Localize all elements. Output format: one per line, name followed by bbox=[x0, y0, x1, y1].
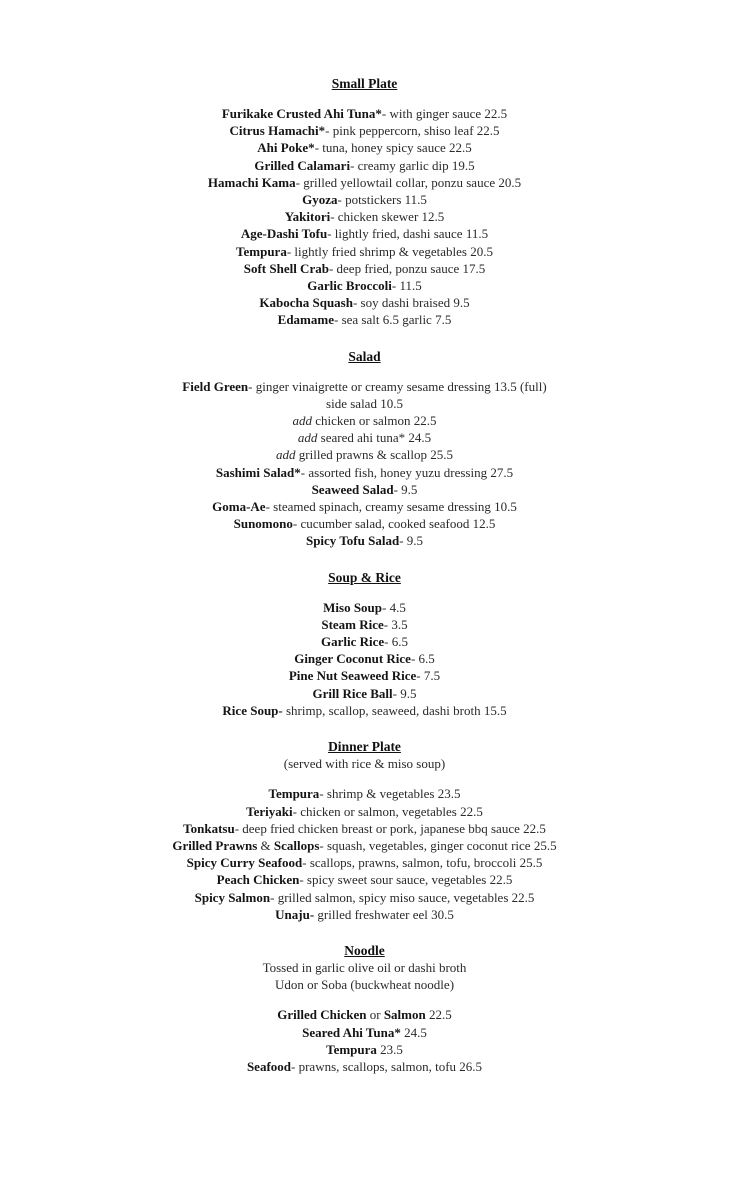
menu-item bbox=[0, 174, 729, 191]
item-name: Miso Soup bbox=[323, 599, 383, 615]
item-name: Spicy Curry Seafood bbox=[186, 855, 303, 871]
menu-item bbox=[0, 294, 729, 311]
menu-item bbox=[0, 122, 729, 139]
menu-item bbox=[0, 412, 729, 429]
item-description: - 9.5 bbox=[393, 481, 418, 497]
menu-item bbox=[0, 429, 729, 446]
item-description: - deep fried chicken breast or pork, japanese bbq sauce 22.5 bbox=[234, 820, 546, 836]
item-name: Ginger Coconut Rice bbox=[294, 651, 411, 667]
item-name: Field Green bbox=[182, 378, 249, 394]
menu-item bbox=[0, 225, 729, 242]
menu-item bbox=[0, 1006, 729, 1023]
item-modifier: add bbox=[292, 413, 316, 429]
item-description: grilled freshwater eel 30.5 bbox=[314, 906, 454, 922]
menu-section bbox=[0, 569, 729, 719]
menu-item bbox=[0, 820, 729, 837]
item-description: - assorted fish, honey yuzu dressing 27.5 bbox=[300, 464, 514, 480]
item-name: Hamachi Kama bbox=[207, 174, 296, 190]
item-name: Garlic Broccoli bbox=[307, 278, 392, 294]
item-description: or bbox=[366, 1007, 384, 1023]
item-name: Seaweed Salad bbox=[311, 481, 394, 497]
item-description: - chicken or salmon, vegetables 22.5 bbox=[292, 803, 483, 819]
item-description: - deep fried, ponzu sauce 17.5 bbox=[328, 260, 486, 276]
item-description: shrimp, scallop, seaweed, dashi broth 15.5 bbox=[282, 702, 507, 718]
item-name: Furikake Crusted Ahi Tuna* bbox=[221, 106, 382, 121]
item-name: Age-Dashi Tofu bbox=[240, 226, 328, 242]
item-name: Teriyaki bbox=[246, 803, 293, 819]
menu-section bbox=[0, 75, 729, 329]
menu-item bbox=[0, 139, 729, 156]
menu-items bbox=[0, 599, 729, 719]
item-description: grilled prawns & scallop 25.5 bbox=[298, 447, 453, 463]
menu-item bbox=[0, 1024, 729, 1041]
item-name: Tempura bbox=[326, 1041, 377, 1057]
item-description: - scallops, prawns, salmon, tofu, broccoli 25.5 bbox=[302, 855, 543, 871]
item-modifier: add bbox=[297, 430, 321, 446]
menu-item bbox=[0, 277, 729, 294]
menu-item bbox=[0, 464, 729, 481]
menu-item bbox=[0, 481, 729, 498]
item-name: Salmon bbox=[383, 1007, 426, 1023]
menu-item bbox=[0, 889, 729, 906]
item-name: Seafood bbox=[246, 1058, 292, 1074]
item-description: - lightly fried shrimp & vegetables 20.5 bbox=[286, 243, 493, 259]
item-name: Ahi Poke* bbox=[257, 140, 315, 156]
menu-item bbox=[0, 446, 729, 463]
section-title: Noodle bbox=[344, 942, 385, 958]
item-description: - cucumber salad, cooked seafood 12.5 bbox=[292, 516, 496, 532]
item-name: Pine Nut Seaweed Rice bbox=[288, 668, 417, 684]
menu-item bbox=[0, 599, 729, 616]
menu-item bbox=[0, 515, 729, 532]
item-description: - 6.5 bbox=[410, 651, 435, 667]
menu-item bbox=[0, 685, 729, 702]
item-description: - creamy garlic dip 19.5 bbox=[350, 157, 475, 173]
menu-item bbox=[0, 803, 729, 820]
section-subtitle: Udon or Soba (buckwheat noodle) bbox=[274, 977, 455, 993]
item-name: Peach Chicken bbox=[216, 872, 300, 888]
item-name: Soft Shell Crab bbox=[243, 260, 329, 276]
item-description: - sea salt 6.5 garlic 7.5 bbox=[334, 312, 452, 328]
menu-item bbox=[0, 105, 729, 122]
item-name: Yakitori bbox=[284, 209, 331, 225]
menu-item bbox=[0, 633, 729, 650]
item-description: - 6.5 bbox=[384, 634, 408, 650]
item-name: Sunomono bbox=[233, 516, 293, 532]
item-description: - chicken skewer 12.5 bbox=[330, 209, 445, 225]
item-name: Scallops bbox=[273, 837, 320, 853]
item-name: Spicy Salmon bbox=[194, 889, 271, 905]
item-description: - 9.5 bbox=[392, 685, 417, 701]
menu-item bbox=[0, 208, 729, 225]
item-description: - 7.5 bbox=[416, 668, 441, 684]
menu-items bbox=[0, 1006, 729, 1075]
section-title: Salad bbox=[348, 348, 381, 364]
menu-item bbox=[0, 311, 729, 328]
item-description: - grilled salmon, spicy miso sauce, vegetables 22.5 bbox=[270, 889, 535, 905]
item-name: Grilled Calamari bbox=[254, 157, 351, 173]
menu-items bbox=[0, 378, 729, 550]
item-description: 23.5 bbox=[376, 1041, 403, 1057]
item-description: - potstickers 11.5 bbox=[337, 192, 427, 208]
item-name: Edamame bbox=[277, 312, 334, 328]
menu-section bbox=[0, 348, 729, 550]
item-name: Gyoza bbox=[302, 192, 338, 208]
item-description: 24.5 bbox=[400, 1024, 427, 1040]
item-description: - grilled yellowtail collar, ponzu sauce 20.5 bbox=[295, 174, 522, 190]
menu-item bbox=[0, 157, 729, 174]
menu-item bbox=[0, 871, 729, 888]
item-name: Citrus Hamachi* bbox=[229, 123, 326, 139]
item-name: Sashimi Salad* bbox=[215, 464, 301, 480]
section-title: Small Plate bbox=[331, 76, 398, 91]
section-subtitle: (served with rice & miso soup) bbox=[283, 756, 446, 772]
menu-item bbox=[0, 785, 729, 802]
item-name: Tempura bbox=[268, 786, 320, 802]
menu-item bbox=[0, 837, 729, 854]
item-description: - tuna, honey spicy sauce 22.5 bbox=[314, 140, 472, 156]
menu-item bbox=[0, 702, 729, 719]
item-description: - 9.5 bbox=[399, 533, 424, 549]
section-title: Soup & Rice bbox=[328, 569, 401, 585]
item-modifier: add bbox=[276, 447, 299, 463]
item-name: Steam Rice bbox=[321, 616, 384, 632]
item-description: - spicy sweet sour sauce, vegetables 22.5 bbox=[299, 872, 513, 888]
menu-item bbox=[0, 650, 729, 667]
menu-section bbox=[0, 942, 729, 1075]
item-description: - 3.5 bbox=[383, 616, 408, 632]
menu-items bbox=[0, 105, 729, 329]
menu-item bbox=[0, 1058, 729, 1075]
menu-item bbox=[0, 260, 729, 277]
item-description: chicken or salmon 22.5 bbox=[315, 413, 437, 429]
item-description: 22.5 bbox=[425, 1007, 452, 1023]
menu-item bbox=[0, 667, 729, 684]
menu-item bbox=[0, 616, 729, 633]
item-description: - steamed spinach, creamy sesame dressing 10.5 bbox=[265, 499, 517, 515]
menu-item bbox=[0, 906, 729, 923]
section-title: Dinner Plate bbox=[328, 739, 401, 755]
menu-items bbox=[0, 785, 729, 923]
item-description: - ginger vinaigrette or creamy sesame dressing 13.5 (full) bbox=[248, 378, 547, 394]
section-subtitle: Tossed in garlic olive oil or dashi broth bbox=[262, 959, 467, 975]
item-name: Kabocha Squash bbox=[259, 295, 353, 311]
item-description: - squash, vegetables, ginger coconut rice 25.5 bbox=[319, 837, 557, 853]
menu-item bbox=[0, 243, 729, 260]
item-description: - soy dashi braised 9.5 bbox=[352, 295, 470, 311]
item-description: & bbox=[257, 837, 274, 853]
menu-item bbox=[0, 854, 729, 871]
item-description: - lightly fried, dashi sauce 11.5 bbox=[327, 226, 489, 242]
item-name: Garlic Rice bbox=[320, 634, 385, 650]
item-description: side salad 10.5 bbox=[326, 395, 403, 411]
item-description: seared ahi tuna* 24.5 bbox=[320, 430, 432, 446]
menu-item bbox=[0, 395, 729, 412]
item-name: Rice Soup- bbox=[222, 702, 283, 718]
item-name: Grill Rice Ball bbox=[312, 685, 393, 701]
item-name: Unaju- bbox=[275, 906, 315, 922]
menu-sections bbox=[0, 75, 729, 1075]
item-name: Grilled Chicken bbox=[277, 1007, 367, 1023]
item-description: - prawns, scallops, salmon, tofu 26.5 bbox=[291, 1058, 483, 1074]
item-name: Tempura bbox=[236, 243, 287, 259]
item-description: - pink peppercorn, shiso leaf 22.5 bbox=[325, 123, 500, 139]
item-description: - shrimp & vegetables 23.5 bbox=[319, 786, 461, 802]
menu-item bbox=[0, 498, 729, 515]
menu-item bbox=[0, 532, 729, 549]
item-description: - 11.5 bbox=[391, 278, 422, 294]
item-name: Tonkatsu bbox=[183, 820, 235, 836]
menu-item bbox=[0, 378, 729, 395]
item-name: Spicy Tofu Salad bbox=[305, 533, 400, 549]
item-name: Seared Ahi Tuna* bbox=[302, 1024, 401, 1040]
item-description: - with ginger sauce 22.5 bbox=[381, 106, 508, 121]
menu-item bbox=[0, 191, 729, 208]
item-name: Grilled Prawns bbox=[172, 837, 258, 853]
item-description: - 4.5 bbox=[382, 599, 406, 615]
item-name: Goma-Ae bbox=[212, 499, 266, 515]
menu-section bbox=[0, 738, 729, 923]
menu-item bbox=[0, 1041, 729, 1058]
